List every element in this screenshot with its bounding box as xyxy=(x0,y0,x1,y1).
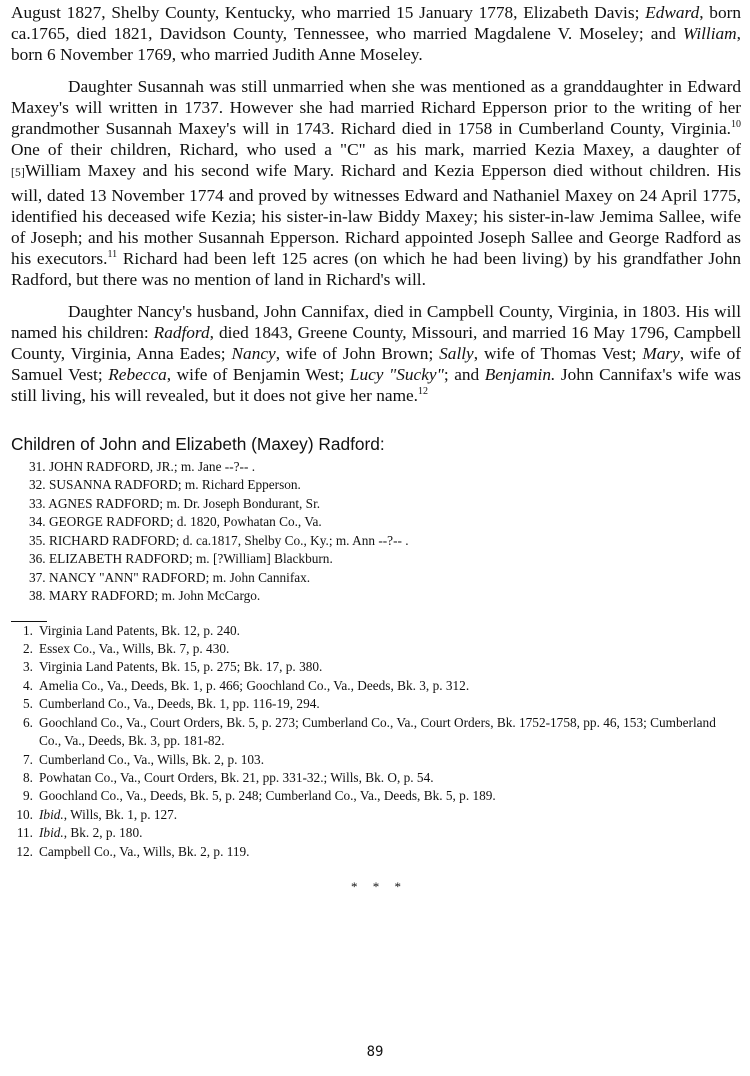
footnote xyxy=(11,622,741,640)
text-span: ; and xyxy=(443,365,485,385)
child-list-item xyxy=(29,532,741,551)
paragraph-nancy xyxy=(11,301,741,407)
footnote-ibid: Ibid. xyxy=(39,806,64,822)
child-name: AGNES RADFORD xyxy=(48,495,160,511)
child-name: MARY RADFORD xyxy=(48,588,155,604)
child-name: Sally xyxy=(439,344,474,364)
child-name: Lucy "Sucky" xyxy=(349,365,444,385)
child-name: JOHN RADFORD, JR. xyxy=(48,458,174,474)
text-span: One of their children, Richard, who used a "C" as his mark, married Kezia Maxey, a daughter of xyxy=(11,140,741,160)
footnote xyxy=(11,640,741,658)
text-span: , wife of Thomas Vest; xyxy=(473,344,643,364)
footnote-number: 8. xyxy=(23,769,33,785)
section-separator: * * * xyxy=(351,878,407,894)
name-edward: Edward xyxy=(645,3,700,22)
footnote-text: Virginia Land Patents, Bk. 15, p. 275; Bk. 17, p. 380. xyxy=(39,659,323,675)
footnote-text: , Wills, Bk. 1, p. 127. xyxy=(63,806,178,822)
child-name: NANCY "ANN" RADFORD xyxy=(48,569,206,585)
footnote-text: Cumberland Co., Va., Wills, Bk. 2, p. 103. xyxy=(39,751,265,767)
child-details: ; m. Dr. Joseph Bondurant, Sr. xyxy=(159,495,321,511)
text-span: , wife of Samuel Vest; xyxy=(11,344,741,385)
child-list-item xyxy=(29,587,741,606)
footnote-ibid: Ibid. xyxy=(39,825,64,841)
children-list xyxy=(11,458,741,606)
child-number: 31. xyxy=(29,458,46,474)
child-number: 36. xyxy=(29,551,46,567)
footnote xyxy=(11,769,741,787)
footnote xyxy=(11,714,741,751)
text-span: , born ca.1765, died 1821, Davidson County, Tennessee, who married Magdalene V. Moseley; and xyxy=(11,3,741,44)
footnote-ref: 12 xyxy=(418,386,428,398)
paragraph-sons xyxy=(11,2,741,66)
child-number: 33. xyxy=(29,495,46,511)
paragraph-susannah xyxy=(11,76,741,291)
child-name: Nancy xyxy=(231,344,276,364)
footnote-text: Goochland Co., Va., Deeds, Bk. 5, p. 248; Cumberland Co., Va., Deeds, Bk. 5, p. 189. xyxy=(39,788,496,804)
name-william: William xyxy=(682,24,737,44)
child-name: Mary xyxy=(642,344,680,364)
footnote xyxy=(11,787,741,805)
child-details: ; m. Richard Epperson. xyxy=(177,477,301,493)
footnote xyxy=(11,658,741,676)
child-number: 37. xyxy=(29,569,46,585)
child-details: ; m. [?William] Blackburn. xyxy=(188,551,333,567)
footnote-number: 5. xyxy=(23,696,33,712)
child-name: GEORGE RADFORD xyxy=(48,514,170,530)
text-span: William Maxey and his second wife Mary. Richard and Kezia Epperson died without children. His will, dated 13 November 1774 and proved by witnesses Edward and Nathaniel Maxey on 24 April 1775, identified his deceased wife Kezia; his sister-in-law Biddy Maxey; his sister-in-law Jemima Sallee, wife of Joseph; and his mother Susannah Epperson. Richard appointed Joseph Sallee and George Radford as his executors. xyxy=(11,161,741,269)
children-heading: Children of John and Elizabeth (Maxey) Radford: xyxy=(11,433,385,454)
footnote xyxy=(11,695,741,713)
child-list-item xyxy=(29,476,741,495)
footnote-text: Powhatan Co., Va., Court Orders, Bk. 21, pp. 331-32.; Wills, Bk. O, p. 54. xyxy=(39,769,434,785)
footnote-text: Amelia Co., Va., Deeds, Bk. 1, p. 466; Goochland Co., Va., Deeds, Bk. 3, p. 312. xyxy=(39,677,470,693)
text-span: , wife of Benjamin West; xyxy=(166,365,350,385)
child-details: ; d. ca.1817, Shelby Co., Ky.; m. Ann --?-- . xyxy=(175,532,409,548)
text-span: August 1827, Shelby County, Kentucky, who married 15 January 1778, Elizabeth Davis; xyxy=(11,3,646,22)
footnote-number: 12. xyxy=(16,843,33,859)
footnote-number: 1. xyxy=(23,622,33,638)
text-span: , wife of John Brown; xyxy=(275,344,440,364)
child-name: ELIZABETH RADFORD xyxy=(48,551,189,567)
child-details: ; d. 1820, Powhatan Co., Va. xyxy=(169,514,322,530)
child-name: Benjamin. xyxy=(484,365,556,385)
child-list-item xyxy=(29,513,741,532)
text-span: Daughter Susannah was still unmarried when she was mentioned as a granddaughter in Edward Maxey's will written in 1737. However she had married Richard Epperson prior to the writing of her grandmother Susannah Maxey's will in 1743. Richard died in 1758 in Cumberland County, Virginia. xyxy=(11,76,741,139)
footnote-text: , Bk. 2, p. 180. xyxy=(63,825,143,841)
child-list-item xyxy=(29,495,741,514)
footnote xyxy=(11,824,741,842)
text-span: John Cannifax's wife was still living, his will revealed, but it does not give her name. xyxy=(11,365,741,406)
footnote-number: 2. xyxy=(23,641,33,657)
page-number: 89 xyxy=(366,1044,384,1060)
child-name: Radford xyxy=(153,322,210,342)
child-list-item xyxy=(29,569,741,588)
footnote-text: Virginia Land Patents, Bk. 12, p. 240. xyxy=(39,622,240,638)
child-name: Rebecca xyxy=(108,365,167,385)
footnote-text: Cumberland Co., Va., Deeds, Bk. 1, pp. 116-19, 294. xyxy=(39,696,320,712)
footnote xyxy=(11,806,741,824)
child-number: 34. xyxy=(29,514,46,530)
text-span: Richard had been left 125 acres (on which he had been living) by his grandfather John Radford, but there was no mention of land in Richard's will. xyxy=(11,249,741,290)
footnote-ref: 10 xyxy=(731,119,741,131)
footnotes-list xyxy=(11,622,741,861)
footnote-number: 4. xyxy=(23,677,33,693)
child-number: 32. xyxy=(29,477,46,493)
footnote-number: 11. xyxy=(16,825,33,841)
document-page xyxy=(11,2,741,895)
child-number: 38. xyxy=(29,588,46,604)
footnote-text: Campbell Co., Va., Wills, Bk. 2, p. 119. xyxy=(39,843,250,859)
footnote-number: 6. xyxy=(23,714,33,730)
footnote-number: 10. xyxy=(16,806,33,822)
text-span: , died 1843, Greene County, Missouri, and married 16 May 1796, Campbell County, Virginia, Anna Eades; xyxy=(11,322,741,364)
footnote-number: 9. xyxy=(23,788,33,804)
footnote xyxy=(11,843,741,861)
person-reference: [5] xyxy=(11,167,26,180)
footnote-text: Essex Co., Va., Wills, Bk. 7, p. 430. xyxy=(39,641,230,657)
child-list-item xyxy=(29,458,741,477)
child-name: RICHARD RADFORD xyxy=(48,532,176,548)
child-number: 35. xyxy=(29,532,46,548)
footnote xyxy=(11,677,741,695)
footnote-ref: 11 xyxy=(107,249,118,261)
child-name: SUSANNA RADFORD xyxy=(48,477,178,493)
footnote-text: Goochland Co., Va., Court Orders, Bk. 5, p. 273; Cumberland Co., Va., Court Orders, Bk. 1752-1758, pp. 46, 153; Cumberland Co., Va., Deeds, Bk. 3, pp. 181-82. xyxy=(39,714,716,749)
child-list-item xyxy=(29,550,741,569)
text-span: Daughter Nancy's husband, John Cannifax, died in Campbell County, Virginia, in 1803. His will named his children: xyxy=(11,301,741,342)
child-details: ; m. Jane --?-- . xyxy=(173,458,256,474)
child-details: ; m. John Cannifax. xyxy=(205,569,311,585)
footnote-number: 7. xyxy=(23,751,33,767)
text-span: , born 6 November 1769, who married Judith Anne Moseley. xyxy=(11,24,741,65)
child-details: ; m. John McCargo. xyxy=(154,588,261,604)
footnote-number: 3. xyxy=(23,659,33,675)
footnote xyxy=(11,751,741,769)
